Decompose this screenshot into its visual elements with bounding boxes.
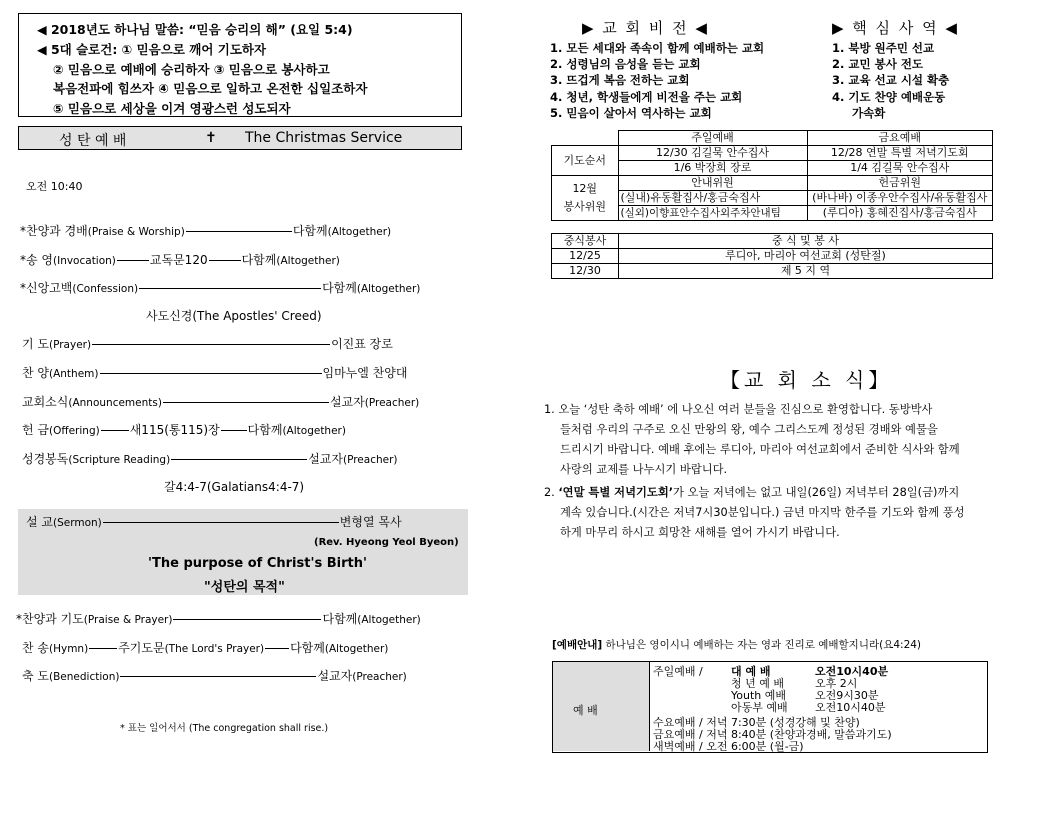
cell: 1/4 김길묵 안수집사 — [807, 161, 993, 176]
worship-line: 오전10시40분 — [815, 701, 886, 714]
ministry-item: 2. 교민 봉사 전도 — [832, 57, 924, 71]
worship-line: 금요예배 / 저녁 8:40분 (찬양과경배, 말씀과기도) — [653, 728, 892, 741]
worship-line: 오후 2시 — [815, 677, 858, 690]
header-friday: 금요예배 — [807, 131, 993, 146]
order-row: *신앙고백(Confession) 다함께(Altogether) — [20, 281, 421, 295]
cell: (실내)유동활집사/홍금숙집사 — [618, 191, 807, 206]
cell: (실외)이향표안수집사외주차안내팀 — [618, 206, 807, 221]
meal-header: 중 식 및 봉 사 — [619, 234, 993, 249]
cell: 12/28 연말 특별 저녁기도회 — [807, 146, 993, 161]
ministry-item: 3. 교육 선교 시설 확충 — [832, 73, 950, 87]
header-offer: 헌금위원 — [807, 176, 993, 191]
order-row: 헌 금(Offering) 새115(통115)장 다함께(Altogether) — [22, 423, 346, 437]
cell: 제 5 지 역 — [619, 264, 993, 279]
sermon-title-en: 'The purpose of Christ's Birth' — [148, 556, 367, 571]
worship-guide-heading: [예배안내] 하나님은 영이시니 예배하는 자는 영과 진리로 예배할지니라(요4:24) — [552, 639, 922, 651]
cross-icon: ✝ — [205, 130, 217, 146]
order-row: 교회소식(Announcements) 설교자(Preacher) — [22, 395, 420, 409]
order-row: 성경봉독(Scripture Reading) 설교자(Preacher) — [22, 452, 398, 466]
sermon-box — [18, 509, 468, 595]
news-line: 계속 있습니다.(시간은 저녁7시30분입니다.) 금년 마지막 한주를 기도와 함께 풍성 — [560, 506, 965, 519]
news-title: 【교 회 소 식】 — [720, 368, 893, 392]
service-title-en: The Christmas Service — [245, 130, 403, 146]
cell: (바나바) 이종우안수집사/유동활집사 — [807, 191, 993, 206]
ministry-item: 가속화 — [852, 106, 886, 120]
worship-line: 오전9시30분 — [815, 689, 879, 702]
news-line: 들처럼 우리의 구주로 오신 만왕의 왕, 예수 그리스도께 정성된 경배와 예물을 — [560, 423, 938, 436]
meal-table — [551, 233, 993, 279]
order-row: 찬 송(Hymn) 주기도문(The Lord's Prayer) 다함께(Altogether) — [22, 641, 389, 655]
motto-line: 복음전파에 힘쓰자 ④ 믿음으로 일하고 온전한 십일조하자 — [53, 81, 368, 96]
order-row: 찬 양(Anthem) 임마누엘 찬양대 — [22, 366, 408, 380]
worship-line: 주일예배 / — [653, 665, 703, 678]
motto-line: ⑤ 믿음으로 세상을 이겨 영광스런 성도되자 — [53, 101, 291, 116]
order-row: *송 영(Invocation) 교독문120 다함께(Altogether) — [20, 253, 340, 267]
order-row: 기 도(Prayer) 이진표 장로 — [22, 337, 393, 351]
motto-line: ◀ 5대 슬로건: ① 믿음으로 깨어 기도하자 — [37, 42, 267, 57]
ministry-item: 4. 기도 찬양 예배운동 — [832, 90, 946, 104]
vision-item: 5. 믿음이 살아서 역사하는 교회 — [550, 106, 712, 120]
motto-line: ◀ 2018년도 하나님 말씀: “믿음 승리의 해” (요일 5:4) — [37, 22, 353, 37]
worship-label-cell: 예 배 — [553, 662, 650, 751]
order-row: *찬양과 기도(Praise & Prayer) 다함께(Altogether) — [16, 612, 421, 626]
preacher-en: (Rev. Hyeong Yeol Byeon) — [314, 537, 459, 548]
vision-title: ▶ 교 회 비 전 ◀ — [582, 19, 709, 37]
worship-line: 수요예배 / 저녁 7:30분 (성경강해 및 찬양) — [653, 716, 860, 729]
motto-line: ② 믿음으로 예배에 승리하자 ③ 믿음으로 봉사하고 — [53, 62, 330, 77]
news-line: 드리시기 바랍니다. 예배 후에는 루디아, 마리아 여선교회에서 준비한 식사와 함께 — [560, 443, 960, 456]
ministry-title: ▶ 핵 심 사 역 ◀ — [832, 19, 959, 37]
motto-box — [18, 13, 462, 117]
cell: 12/30 김길묵 안수집사 — [618, 146, 807, 161]
order-row: 갈4:4-7(Galatians4:4-7) — [164, 480, 305, 494]
cell: 1/6 박장희 장로 — [618, 161, 807, 176]
service-time: 오전 10:40 — [26, 180, 83, 193]
vision-item: 1. 모든 세대와 족속이 함께 예배하는 교회 — [550, 41, 765, 55]
serve-label: 12월 봉사위원 — [552, 176, 619, 221]
news-line: 하게 마무리 하시고 희망찬 새해를 열어 가시기 바랍니다. — [560, 526, 840, 539]
vision-item: 3. 뜨겁게 복음 전하는 교회 — [550, 73, 690, 87]
vision-item: 4. 청년, 학생들에게 비전을 주는 교회 — [550, 90, 743, 104]
worship-line: 청 년 예 배 — [731, 677, 784, 690]
worship-line: 아동부 예배 — [731, 701, 788, 714]
news-line: 1. 오늘 ‘성탄 축하 예배’ 에 나오신 여러 분들을 진심으로 환영합니다. 동방박사 — [544, 403, 933, 416]
service-title-bar — [18, 126, 462, 150]
sermon-title-kr: "성탄의 목적" — [204, 580, 285, 595]
news-line: 2. ‘연말 특별 저녁기도회’가 오늘 저녁에는 없고 내일(26일) 저녁부터 28일(금)까지 — [544, 486, 960, 499]
worship-box — [552, 661, 988, 753]
cell: 루디아, 마리아 여선교회 (성탄절) — [619, 249, 993, 264]
meal-label: 중식봉사 — [552, 234, 619, 249]
order-row: 축 도(Benediction) 설교자(Preacher) — [22, 669, 407, 683]
duty-table — [551, 130, 993, 221]
footnote: * 표는 일어서서 (The congregation shall rise.) — [120, 723, 329, 734]
worship-line: 오전10시40분 — [815, 665, 889, 678]
cell: (루디아) 홍혜진집사/홍금숙집사 — [807, 206, 993, 221]
worship-line: 새벽예배 / 오전 6:00분 (월-금) — [653, 740, 804, 753]
order-row: *찬양과 경배(Praise & Worship) 다함께(Altogether) — [20, 224, 392, 238]
order-row: 사도신경(The Apostles' Creed) — [146, 309, 322, 323]
header-guide: 안내위원 — [618, 176, 807, 191]
worship-line: Youth 예배 — [731, 689, 786, 702]
prayer-label: 기도순서 — [552, 146, 619, 176]
service-title-kr: 성 탄 예 배 — [59, 133, 127, 149]
header-sunday: 주일예배 — [618, 131, 807, 146]
cell: 12/25 — [552, 249, 619, 264]
order-row: 설 교(Sermon) 변형열 목사 — [26, 515, 402, 529]
ministry-item: 1. 북방 원주민 선교 — [832, 41, 935, 55]
cell: 12/30 — [552, 264, 619, 279]
worship-line: 대 예 배 — [731, 665, 771, 678]
news-line: 사랑의 교제를 나누시기 바랍니다. — [560, 463, 728, 476]
vision-item: 2. 성령님의 음성을 듣는 교회 — [550, 57, 701, 71]
